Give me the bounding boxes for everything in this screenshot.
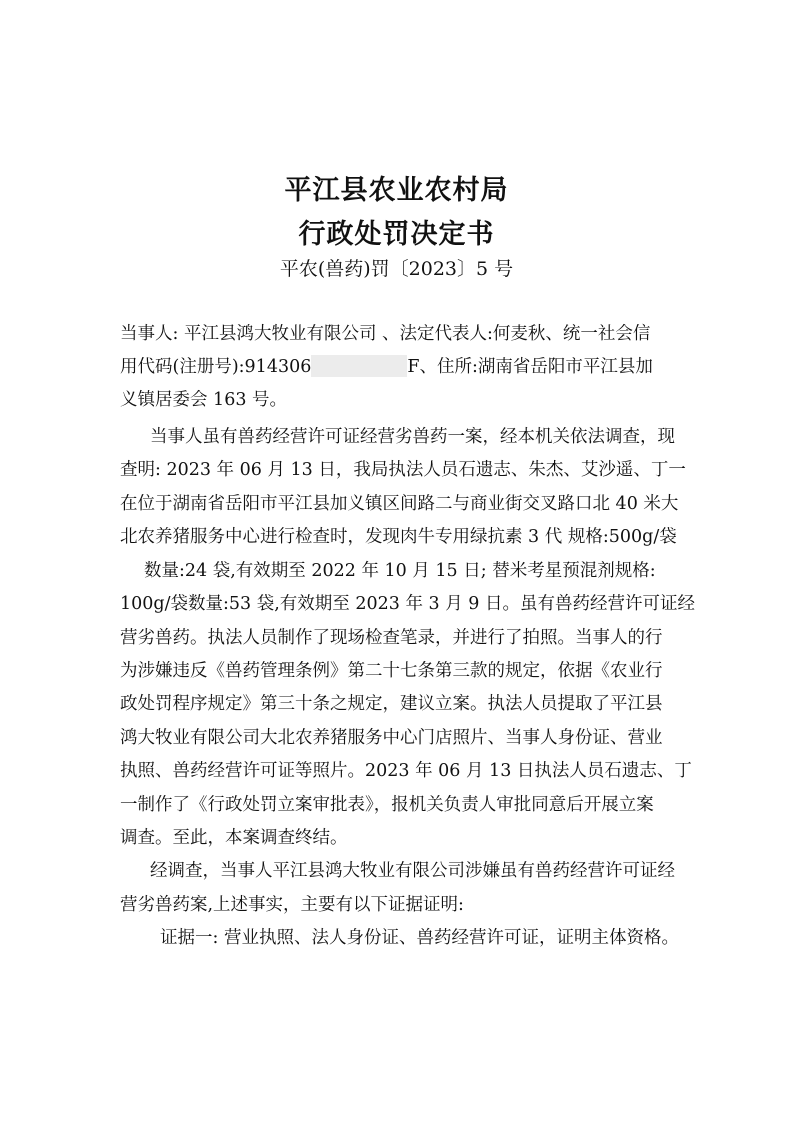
investigation-line: 在位于湖南省岳阳市平江县加义镇区间路二与商业街交叉路口北 40 米大 (120, 494, 679, 514)
doc-number: 平农(兽药)罚〔2023〕5 号 (279, 258, 514, 280)
findings-line: 经调查，当事人平江县鸿大牧业有限公司涉嫌虽有兽药经营许可证经 (150, 861, 675, 881)
doc-title: 行政处罚决定书 (298, 219, 495, 250)
investigation-line: 北农养猪服务中心进行检查时，发现肉牛专用绿抗素 3 代 规格:500g/袋 (120, 527, 677, 547)
investigation-line: 执照、兽药经营许可证等照片。2023 年 06 月 13 日执法人员石遗志、丁 (120, 761, 692, 781)
party-line-1: 当事人: 平江县鸿大牧业有限公司 、法定代表人:何麦秋、统一社会信 (120, 324, 651, 344)
redaction-box (311, 355, 407, 377)
investigation-line: 调查。至此，本案调查终结。 (120, 828, 348, 848)
investigation-line: 一制作了《行政处罚立案审批表》，报机关负责人审批同意后开展立案 (120, 795, 654, 815)
investigation-line: 为涉嫌违反《兽药管理条例》第二十七条第三款的规定，依据《农业行 (120, 661, 663, 681)
party-line-3: 义镇居委会 163 号。 (120, 390, 288, 410)
investigation-line: 数量:24 袋,有效期至 2022 年 10 月 15 日; 替米考星预混剂规格: (144, 561, 656, 581)
party-line-2 (120, 355, 653, 379)
findings-line: 营劣兽药案,上述事实，主要有以下证据证明: (120, 895, 464, 915)
evidence-line: 证据一: 营业执照、法人身份证、兽药经营许可证，证明主体资格。 (160, 928, 679, 948)
investigation-line: 100g/袋数量:53 袋,有效期至 2023 年 3 月 9 日。虽有兽药经营许可证经 (120, 594, 695, 614)
investigation-line: 当事人虽有兽药经营许可证经营劣兽药一案，经本机关依法调查，现 (150, 427, 675, 447)
investigation-line: 查明: 2023 年 06 月 13 日，我局执法人员石遗志、朱杰、艾沙遥、丁一 (120, 460, 686, 480)
investigation-line: 鸿大牧业有限公司大北农养猪服务中心门店照片、当事人身份证、营业 (120, 728, 663, 748)
org-title: 平江县农业农村局 (284, 175, 509, 206)
investigation-line: 政处罚程序规定》第三十条之规定，建议立案。执法人员提取了平江县 (120, 694, 663, 714)
credit-code-prefix: 用代码(注册号):914306 (120, 357, 312, 377)
credit-code-suffix: F、住所:湖南省岳阳市平江县加 (407, 357, 653, 377)
investigation-line: 营劣兽药。执法人员制作了现场检查笔录，并进行了拍照。当事人的行 (120, 628, 663, 648)
